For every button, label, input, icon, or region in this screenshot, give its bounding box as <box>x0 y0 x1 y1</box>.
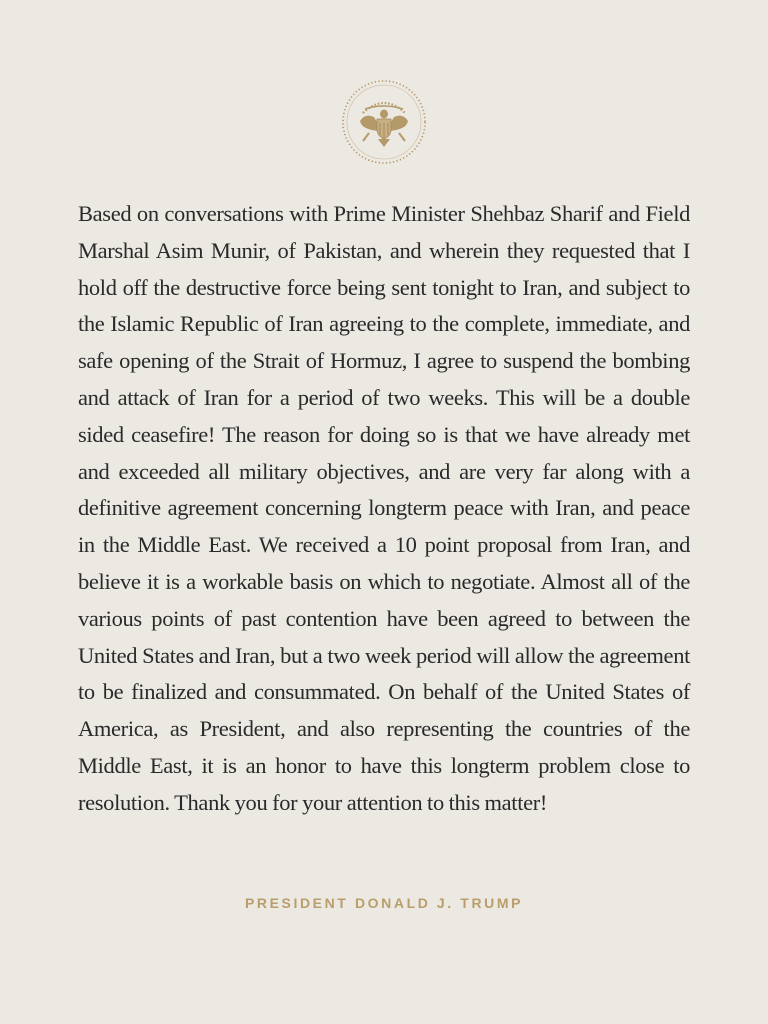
statement-text: Based on conversations with Prime Minister Shehbaz Sharif and Field Marshal Asim Munir, of Pakistan, and wherein they requested that I hold off the destructive force being sent tonight to Iran, and subject to the Islamic Republic of Iran agreeing to the complete, immediate, and safe opening of the Strait of Hormuz, I agree to suspend the bombing and attack of Iran for a period of two weeks. This will be a double sided ceasefire! The reason for doing so is that we have already met and exceeded all military objectives, and are very far along with a definitive agreement concerning longterm peace with Iran, and peace in the Middle East. We received a 10 point proposal from Iran, and believe it is a workable basis on which to negotiate. Almost all of the various points of past contention have been agreed to between the United States and Iran, but a two week period will allow the agreement to be finalized and consummated. On behalf of the United States of America, as President, and also representing the countries of the Middle East, it is an honor to have this longterm problem close to resolution. Thank you for your attention to this matter! <box>78 201 690 815</box>
signature: PRESIDENT DONALD J. TRUMP <box>244 895 524 911</box>
presidential-seal-icon <box>341 79 427 165</box>
